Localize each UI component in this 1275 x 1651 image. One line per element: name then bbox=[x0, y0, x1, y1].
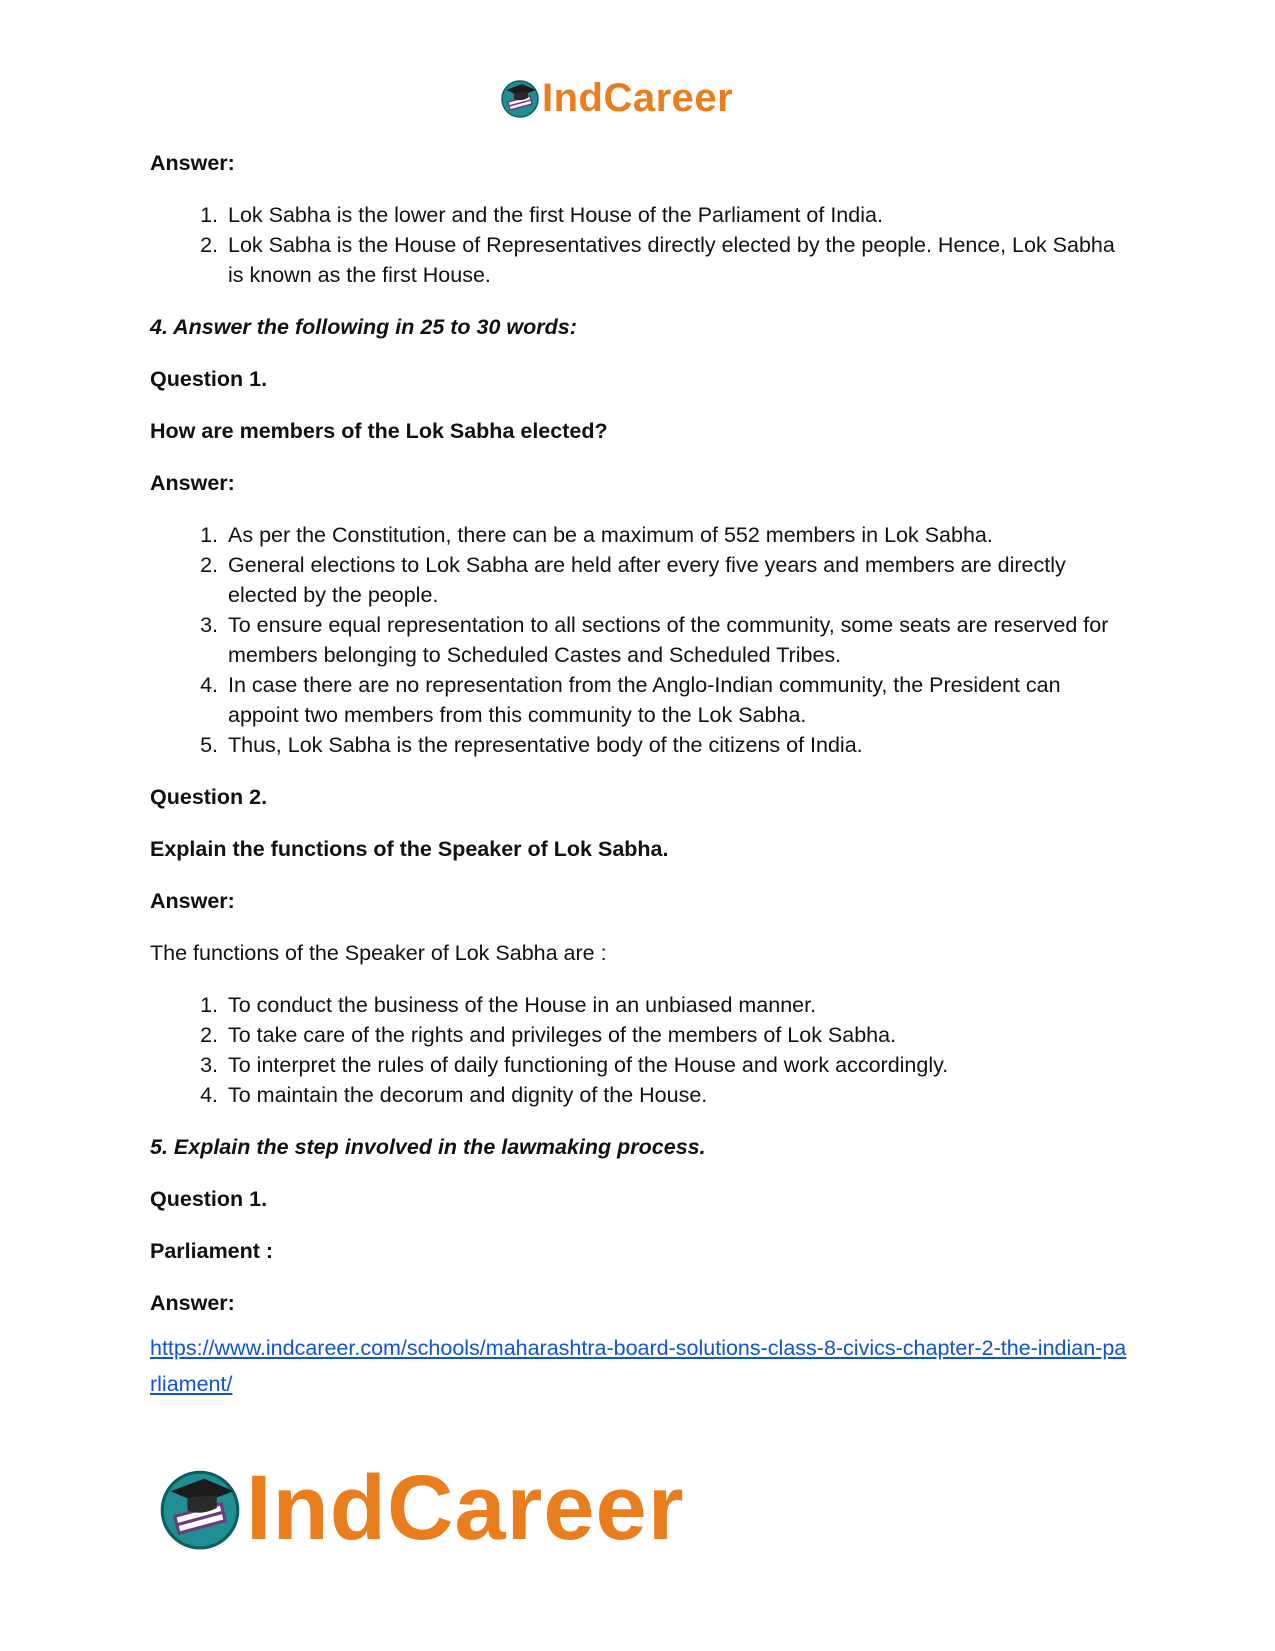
question-label: Question 1. bbox=[150, 1187, 268, 1211]
document-body bbox=[150, 148, 1130, 1402]
answer-intro: The functions of the Speaker of Lok Sabha are : bbox=[150, 941, 607, 965]
question-text: Parliament : bbox=[150, 1239, 274, 1263]
list-item: 4. To maintain the decorum and dignity of the House. bbox=[224, 1080, 1130, 1110]
answer-label: Answer: bbox=[150, 889, 235, 913]
answer-list bbox=[150, 200, 1130, 290]
list-item: 2. General elections to Lok Sabha are held after every five years and members are directly elected by the people. bbox=[224, 550, 1130, 610]
graduation-cap-book-globe-icon bbox=[158, 1466, 242, 1550]
brand-name: IndCareer bbox=[542, 76, 734, 120]
question-text: Explain the functions of the Speaker of Lok Sabha. bbox=[150, 837, 669, 861]
list-item: 5. Thus, Lok Sabha is the representative body of the citizens of India. bbox=[224, 730, 1130, 760]
list-item: 4. In case there are no representation from the Anglo-Indian community, the President can appoint two members from this community to the Lok Sabha. bbox=[224, 670, 1130, 730]
answer-label: Answer: bbox=[150, 471, 235, 495]
list-item: 3. To interpret the rules of daily functioning of the House and work accordingly. bbox=[224, 1050, 1130, 1080]
brand-logo-header bbox=[500, 78, 733, 118]
answer-label: Answer: bbox=[150, 1291, 235, 1315]
brand-name: IndCareer bbox=[246, 1457, 685, 1559]
answer-list bbox=[150, 520, 1130, 760]
answer-list bbox=[150, 990, 1130, 1110]
question-label: Question 2. bbox=[150, 785, 268, 809]
list-item: 3. To ensure equal representation to all sections of the community, some seats are reserved for members belonging to Scheduled Castes and Scheduled Tribes. bbox=[224, 610, 1130, 670]
list-item: 2. To take care of the rights and privileges of the members of Lok Sabha. bbox=[224, 1020, 1130, 1050]
list-item: 1. As per the Constitution, there can be a maximum of 552 members in Lok Sabha. bbox=[224, 520, 1130, 550]
brand-logo-footer bbox=[158, 1457, 685, 1559]
source-link[interactable]: https://www.indcareer.com/schools/maharashtra-board-solutions-class-8-civics-chapter-2-the-indian-parliament/ bbox=[150, 1336, 1127, 1396]
answer-label: Answer: bbox=[150, 151, 235, 175]
question-text: How are members of the Lok Sabha elected? bbox=[150, 419, 608, 443]
list-item: 2. Lok Sabha is the House of Representatives directly elected by the people. Hence, Lok Sabha is known as the first House. bbox=[224, 230, 1130, 290]
graduation-cap-book-globe-icon bbox=[500, 78, 540, 118]
list-item: 1. To conduct the business of the House in an unbiased manner. bbox=[224, 990, 1130, 1020]
section-heading: 5. Explain the step involved in the lawmaking process. bbox=[150, 1135, 706, 1159]
list-item: 1. Lok Sabha is the lower and the first House of the Parliament of India. bbox=[224, 200, 1130, 230]
section-heading: 4. Answer the following in 25 to 30 words: bbox=[150, 315, 577, 339]
question-label: Question 1. bbox=[150, 367, 268, 391]
